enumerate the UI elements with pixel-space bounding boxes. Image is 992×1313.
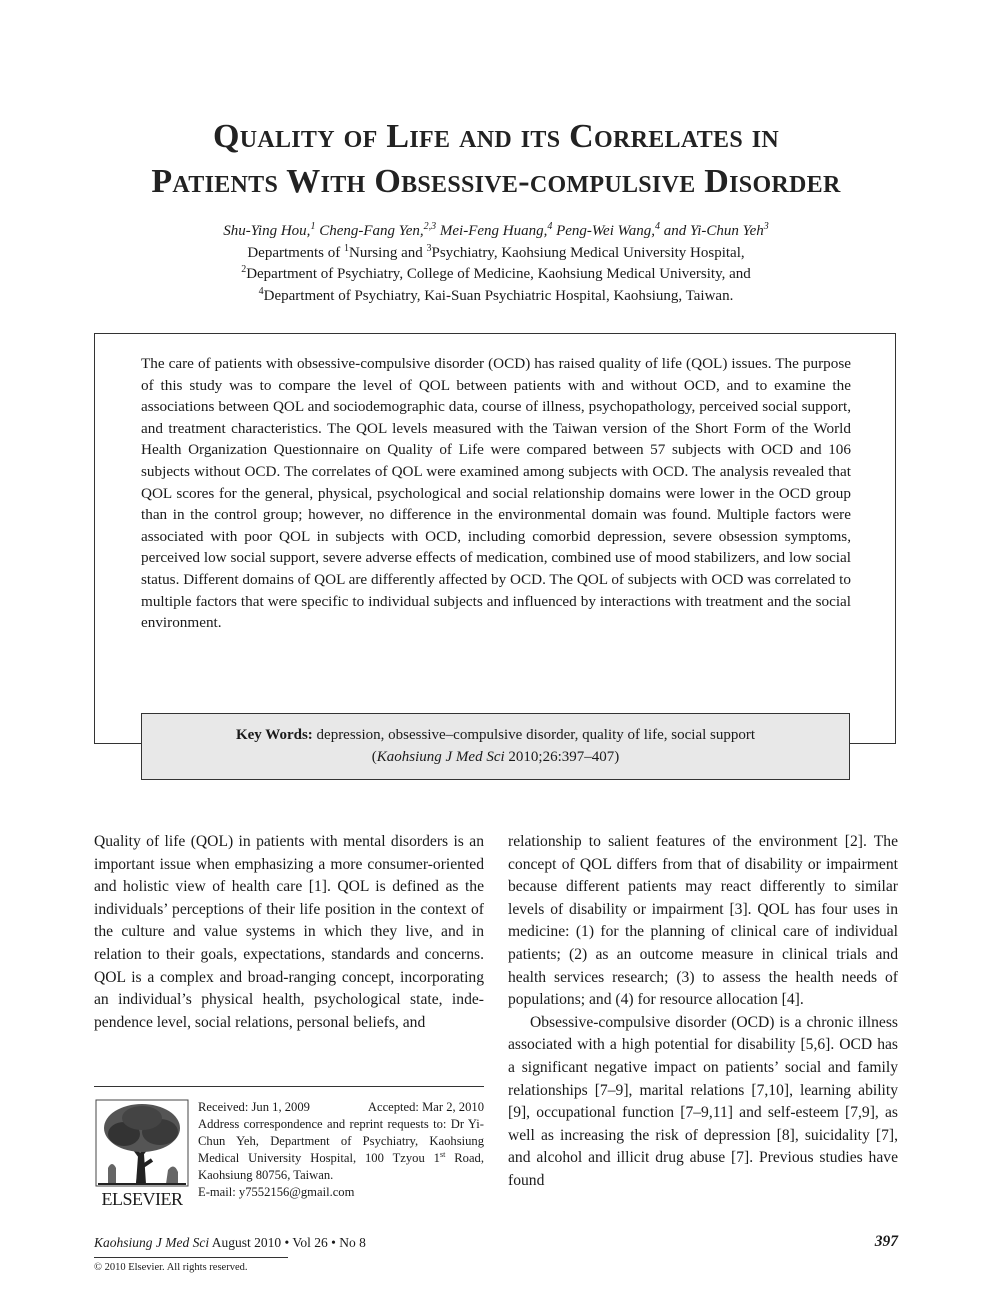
author-name: Shu-Ying Hou, [223, 223, 311, 239]
correspondence-address [198, 1116, 484, 1184]
keywords-box [141, 713, 850, 780]
author-name: Mei-Feng Huang, [436, 223, 548, 239]
accepted-date: Accepted: Mar 2, 2010 [367, 1100, 484, 1114]
correspondence-footnote [198, 1099, 484, 1201]
address-text: Address correspondence and reprint requests to: Dr Yi-Chun Yeh, Department of Psychiatry, Kaohsiung Medical University Hospital, 100 Tzyou 1 [198, 1117, 484, 1165]
affil-sup: 4 [258, 285, 264, 297]
footer-issue: August 2010 • Vol 26 • No 8 [209, 1235, 366, 1250]
address-sup: st [439, 1149, 446, 1159]
dates-line [198, 1099, 484, 1116]
body-paragraph: Quality of life (QOL) in patients with mental disorders is an important issue when emphasizing a more consumer-oriented and holistic view of health care [1]. QOL is defined as the individuals’ perceptions of their life position in the context of the culture and value systems in which they live, and in relation to their goals, expectations, standards and concerns. QOL is a complex and broad-ranging concept, incorporating an individual’s physical health, psychological state, independence level, social relations, personal beliefs, and [94, 833, 484, 1031]
page-number: 397 [874, 1233, 898, 1250]
copyright-notice: © 2010 Elsevier. All rights reserved. [94, 1262, 248, 1273]
affiliation-line-3 [60, 286, 932, 308]
body-paragraph: relationship to salient features of the environment [2]. The concept of QOL differs from that of disability or impairment because different patients may react differently to similar levels of disability or impairment [3]. QOL has four uses in medicine: (1) for the planning of clinical care of individual patients; (2) as an outcome measure in clinical trials and health services research; (3) to assess the health needs of populations; and (4) for resource allocation [4]. [508, 833, 898, 1009]
keywords-label: Key Words: [235, 727, 313, 743]
address-text: Road, Kaohsiung 80756, Taiwan. [198, 1151, 484, 1182]
affil-sup: 2 [241, 264, 247, 275]
correspondence-email: E-mail: y7552156@gmail.com [198, 1185, 355, 1199]
author-affil-sup: 3 [763, 221, 769, 232]
affil-sup: 3 [426, 242, 432, 254]
footer-divider [94, 1257, 288, 1258]
title-line-1: Quality of Life and its Correlates in [212, 118, 780, 155]
elsevier-logo [94, 1098, 190, 1210]
body-column-left [94, 831, 484, 1034]
affil-text: Department of Psychiatry, College of Medicine, Kaohsiung Medical University, and [246, 266, 751, 282]
author-name: Peng-Wei Wang, [552, 223, 655, 239]
citation-journal: Kaohsiung J Med Sci [376, 749, 505, 765]
author-affil-sup: 4 [547, 221, 553, 232]
citation-paren: ( [371, 749, 377, 765]
author-list [60, 221, 932, 243]
affil-sup: 1 [343, 242, 349, 254]
page-footer [94, 1235, 898, 1255]
affiliation-line-2 [60, 264, 932, 286]
keywords-line [142, 724, 849, 746]
author-name: Cheng-Fang Yen, [315, 223, 424, 239]
article-title [40, 114, 952, 204]
author-affil-sup: 1 [310, 221, 316, 232]
citation-line [142, 746, 849, 768]
footnote-divider [94, 1086, 484, 1087]
body-column-right [508, 831, 898, 1193]
keywords-text: depression, obsessive–compulsive disorder, quality of life, social support [312, 727, 756, 743]
tree-icon [94, 1098, 190, 1188]
author-affil-sup: 2,3 [423, 221, 437, 232]
abstract-text: The care of patients with obsessive-compulsive disorder (OCD) has raised quality of life (QOL) issues. The purpose of this study was to compare the level of QOL between patients with and without OCD, and to examine the associations between QOL and sociodemographic data, course of illness, psychopathology, perceived social support, and treatment characteristics. The QOL levels measured with the Taiwan version of the Short Form of the World Health Organization Questionnaire on Quality of Life were compared between 57 subjects with OCD and 106 subjects without OCD. The correlates of QOL were examined among subjects with OCD. The analysis revealed that QOL scores for the general, physical, psychological and social relationship domains were lower in the OCD group than in the control group; however, no difference in the environmental domain was found. Multiple factors were associated with poor QOL in subjects with OCD, including comorbid depression, severe obsession symptoms, perceived low social support, severe adverse effects of medication, combined use of mood stabilizers, and low social status. Different domains of QOL are differently affected by OCD. The QOL of subjects with OCD was correlated to multiple factors that were specific to individual subjects and influenced by interactions with treatment and the social environment. [141, 355, 851, 632]
body-paragraph: Obsessive-compulsive disorder (OCD) is a chronic illness associated with a high potential for disability [5,6]. OCD has a significant negative impact on patients’ social and family relationships [7–9], marital relations [7,10], learning ability [9], occupational function [7–9,11] and self-esteem [7,9], as well as increasing the risk of depression [8], suicidality [7], and alcohol and illicit drug abuse [7]. Previous studies have found [508, 1013, 898, 1189]
affil-text: Department of Psychiatry, Kai-Suan Psychiatric Hospital, Kaohsiung, Taiwan. [263, 287, 734, 304]
elsevier-wordmark: ELSEVIER [101, 1189, 183, 1209]
author-name: and Yi-Chun Yeh [660, 223, 764, 239]
footer-journal: Kaohsiung J Med Sci [94, 1235, 210, 1250]
affil-text: Nursing and [348, 244, 427, 261]
affil-text: Psychiatry, Kaohsiung Medical University Hospital, [431, 244, 745, 261]
title-line-2: Patients With Obsessive-compulsive Disorder [151, 163, 841, 200]
author-affil-sup: 4 [655, 221, 660, 232]
affiliation-line-1 [60, 243, 932, 265]
affil-text: Departments of [247, 244, 344, 261]
author-block [60, 221, 932, 307]
citation-text: 2010;26:397–407) [504, 749, 620, 765]
received-date: Received: Jun 1, 2009 [198, 1100, 310, 1114]
